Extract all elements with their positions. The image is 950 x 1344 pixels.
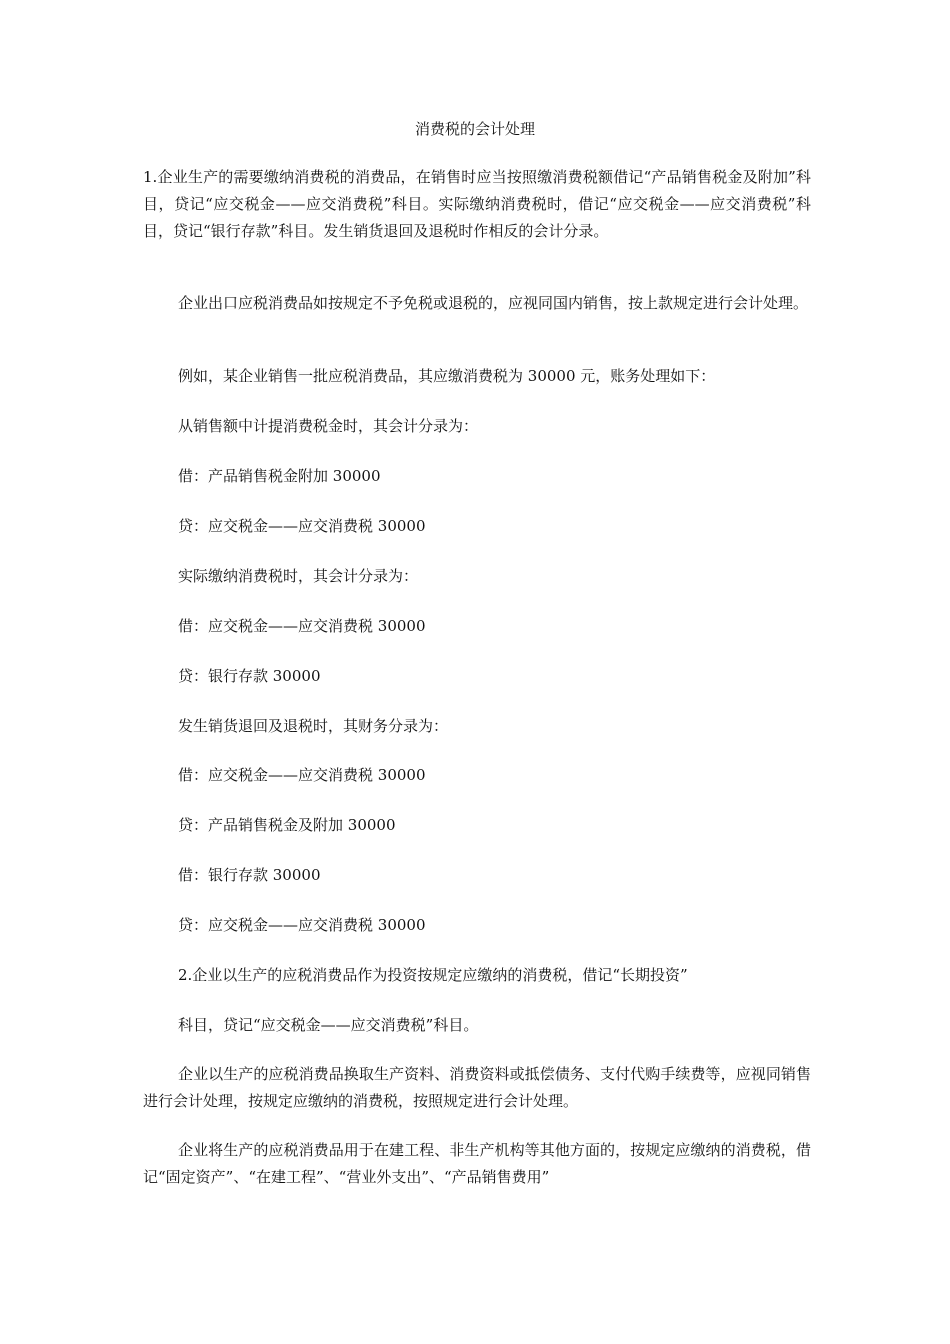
journal-entry-line: 借：银行存款 30000 <box>178 866 321 884</box>
paragraph-1: 1.企业生产的需要缴纳消费税的消费品，在销售时应当按照缴消费税额借记“产品销售税金及附加”科目，贷记“应交税金——应交消费税”科目。实际缴纳消费税时，借记“应交税金——应交消费税”科目，贷记“银行存款”科目。发生销货退回及退税时作相反的会计分录。 <box>143 168 811 240</box>
journal-entry-line: 借：应交税金——应交消费税 30000 <box>178 766 426 784</box>
paragraph-18: 企业将生产的应税消费品用于在建工程、非生产机构等其他方面的，按规定应缴纳的消费税，借记“固定资产”、“在建工程”、“营业外支出”、“产品销售费用” <box>143 1141 811 1186</box>
paragraph-17: 企业以生产的应税消费品换取生产资料、消费资料或抵偿债务、支付代购手续费等，应视同销售进行会计处理，按规定应缴纳的消费税，按照规定进行会计处理。 <box>143 1065 811 1110</box>
paragraph-3: 例如，某企业销售一批应税消费品，其应缴消费税为 30000 元，账务处理如下： <box>178 367 716 385</box>
paragraph-16: 科目，贷记“应交税金——应交消费税”科目。 <box>178 1016 479 1034</box>
paragraph-10: 发生销货退回及退税时，其财务分录为： <box>178 717 449 735</box>
paragraph-7: 实际缴纳消费税时，其会计分录为： <box>178 567 419 585</box>
journal-entry-line: 借：产品销售税金附加 30000 <box>178 467 381 485</box>
journal-entry-line: 贷：应交税金——应交消费税 30000 <box>178 916 426 934</box>
journal-entry-line: 贷：银行存款 30000 <box>178 667 321 685</box>
paragraph-2: 企业出口应税消费品如按规定不予免税或退税的，应视同国内销售，按上款规定进行会计处理。 <box>178 294 809 312</box>
paragraph-4: 从销售额中计提消费税金时，其会计分录为： <box>178 417 479 435</box>
journal-entry-line: 借：应交税金——应交消费税 30000 <box>178 617 426 635</box>
document-title: 消费税的会计处理 <box>414 120 535 138</box>
paragraph-15: 2.企业以生产的应税消费品作为投资按规定应缴纳的消费税，借记“长期投资” <box>178 966 688 984</box>
journal-entry-line: 贷：应交税金——应交消费税 30000 <box>178 517 426 535</box>
journal-entry-line: 贷：产品销售税金及附加 30000 <box>178 816 396 834</box>
